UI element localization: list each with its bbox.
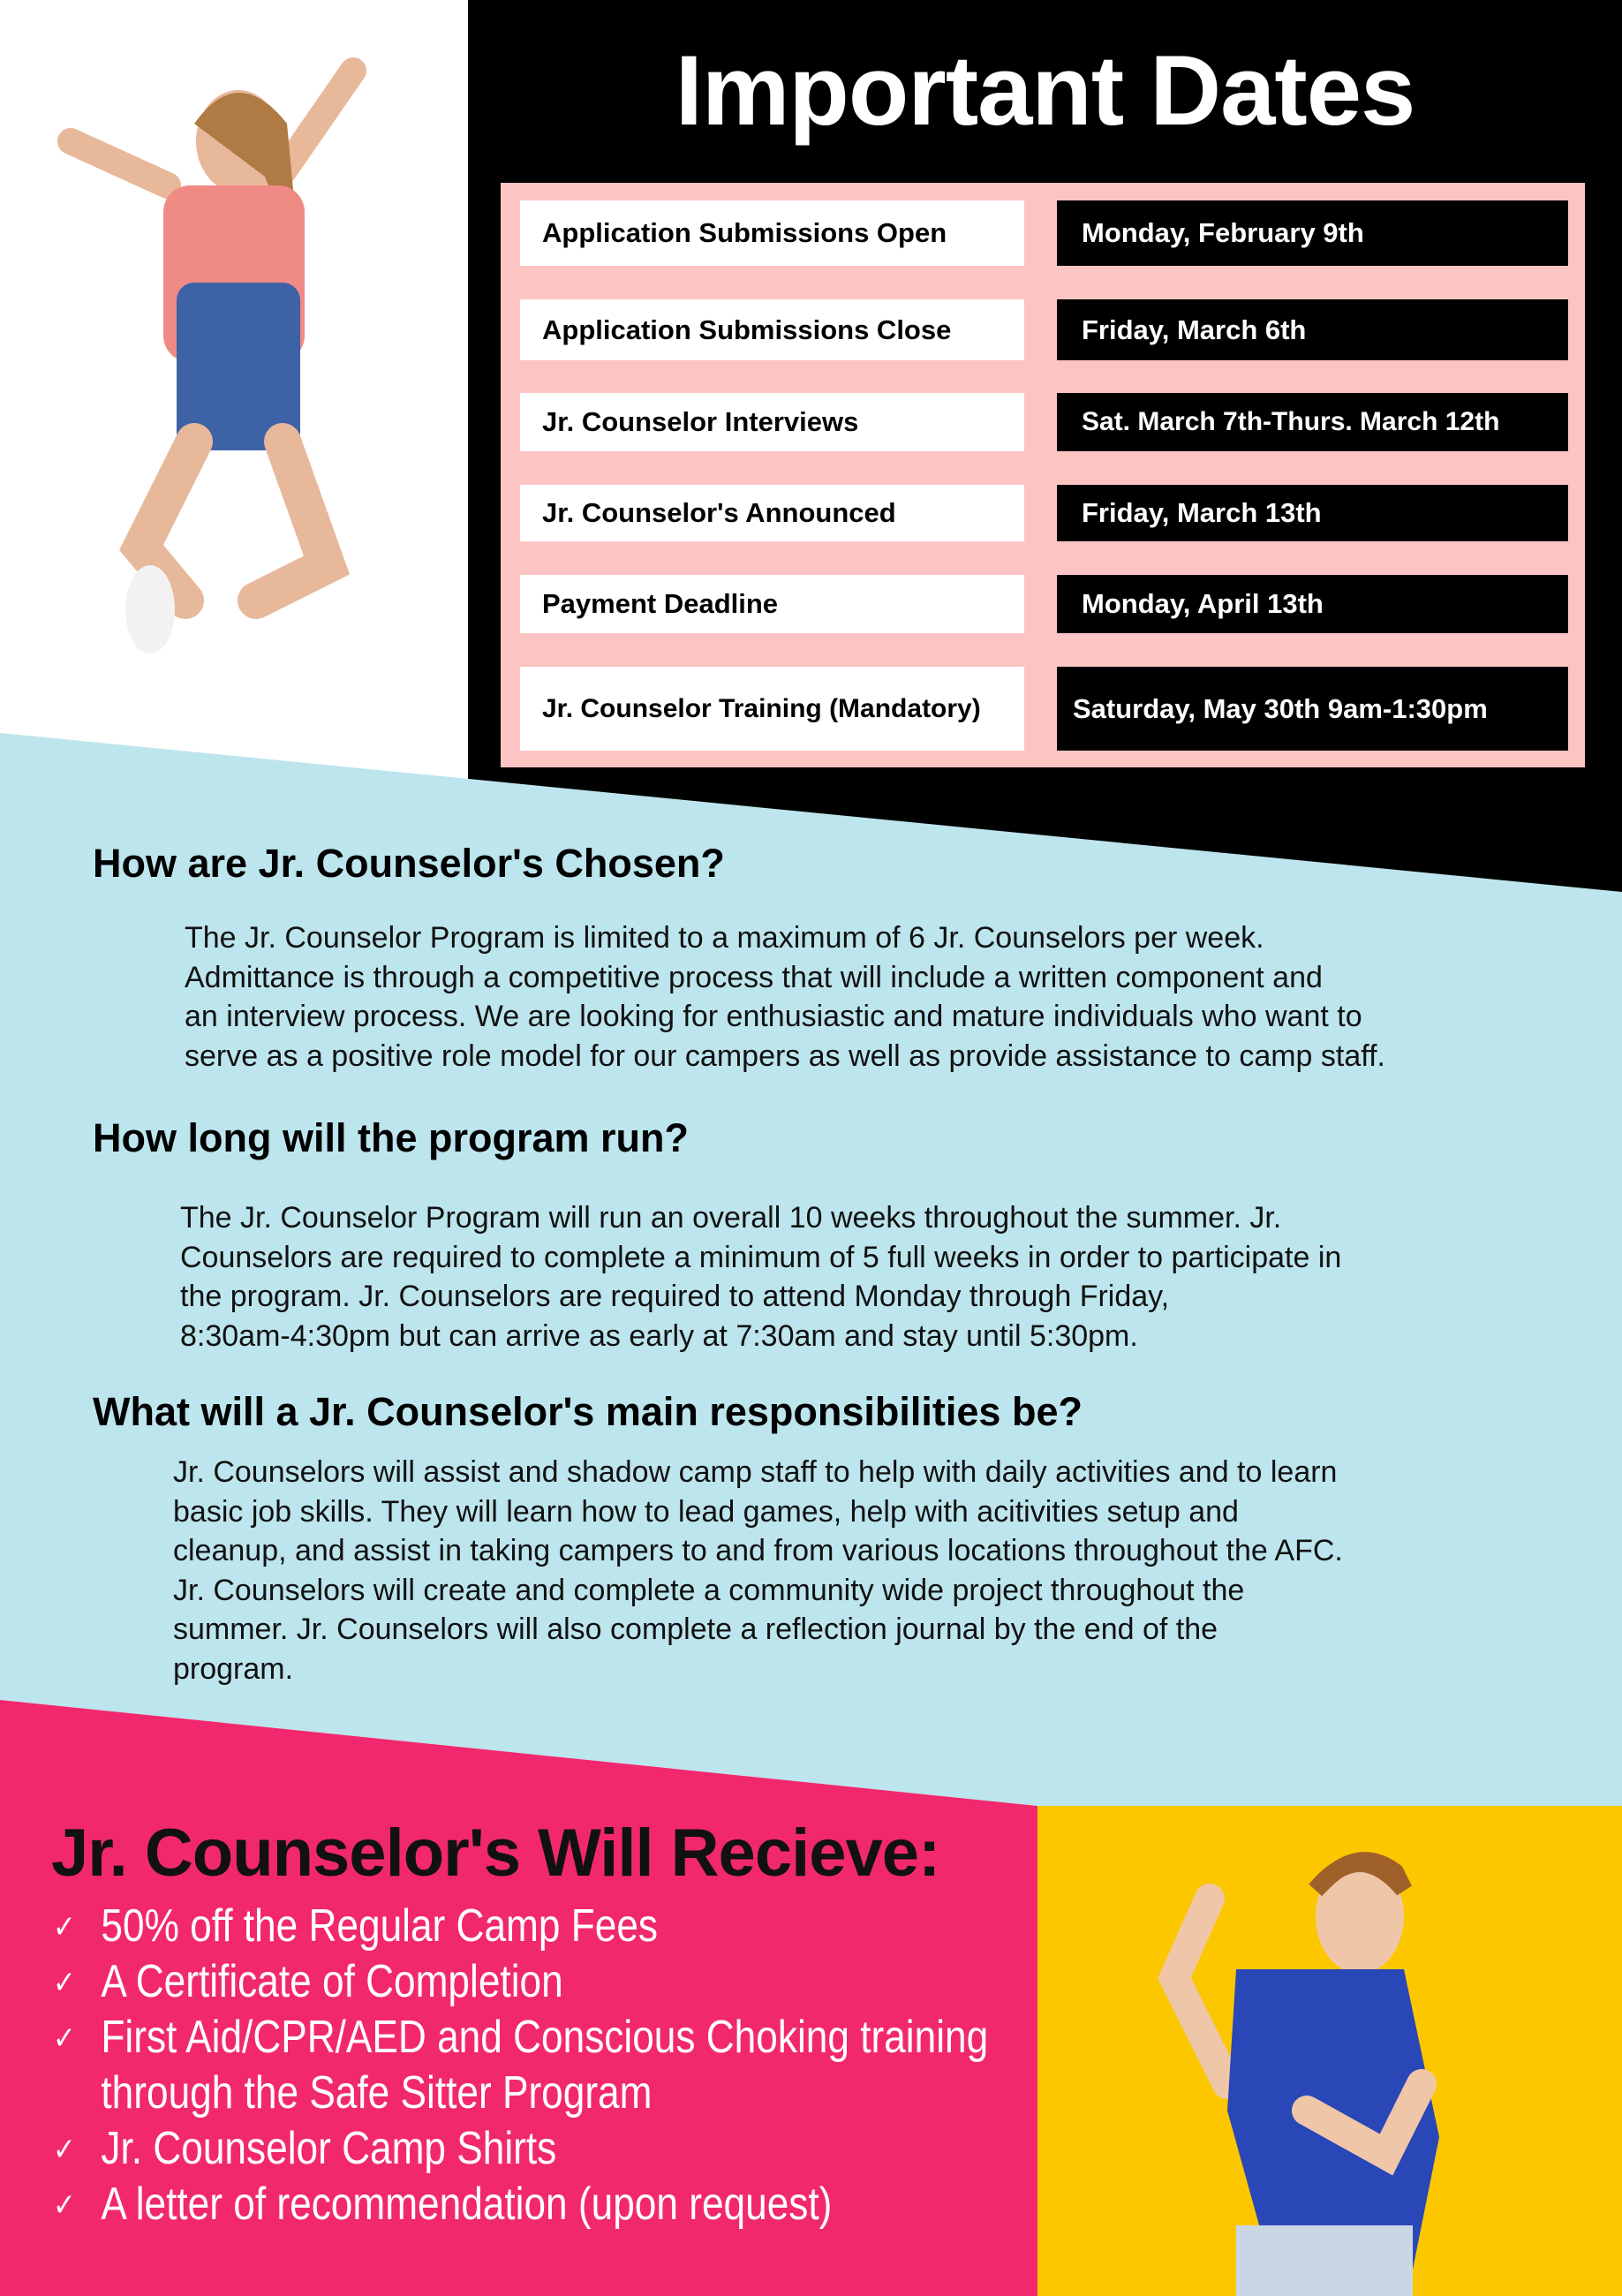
benefits-list bbox=[53, 1899, 1153, 2232]
date-event-label: Application Submissions Open bbox=[520, 200, 1024, 266]
body-line: summer. Jr. Counselors will also complete a reflection journal by the end of the bbox=[173, 1612, 1218, 1646]
benefit-text: A letter of recommendation (upon request) bbox=[101, 2179, 833, 2230]
body-line: Jr. Counselors will create and complete a community wide project throughout the bbox=[173, 1573, 1245, 1607]
body-line: Admittance is through a competitive process that will include a written component and bbox=[185, 960, 1323, 994]
body-line: Counselors are required to complete a minimum of 5 full weeks in order to participate in bbox=[180, 1240, 1342, 1274]
body-line: The Jr. Counselor Program will run an overall 10 weeks throughout the summer. Jr. bbox=[180, 1201, 1282, 1235]
body-line: The Jr. Counselor Program is limited to a maximum of 6 Jr. Counselors per week. bbox=[185, 921, 1264, 955]
date-value: Friday, March 13th bbox=[1057, 485, 1568, 541]
body-line: program. bbox=[173, 1651, 294, 1686]
date-value: Saturday, May 30th 9am-1:30pm bbox=[1057, 667, 1568, 751]
date-value: Friday, March 6th bbox=[1057, 299, 1568, 360]
check-icon: ✓ bbox=[53, 2131, 76, 2167]
section-body-chosen bbox=[185, 918, 1385, 1076]
check-icon: ✓ bbox=[53, 1908, 76, 1945]
section-body-duration bbox=[180, 1198, 1341, 1356]
body-line: an interview process. We are looking for enthusiastic and mature individuals who want to bbox=[185, 1000, 1362, 1033]
date-event-label: Jr. Counselor Training (Mandatory) bbox=[520, 667, 1024, 751]
body-line: Jr. Counselors will assist and shadow camp staff to help with daily activities and to learn bbox=[173, 1455, 1338, 1489]
date-value: Monday, April 13th bbox=[1057, 575, 1568, 633]
list-item bbox=[53, 1899, 988, 1954]
flexing-boy-photo bbox=[1121, 1819, 1475, 2296]
check-icon: ✓ bbox=[53, 1964, 76, 2000]
page-title: Important Dates bbox=[675, 35, 1415, 146]
date-event-label: Payment Deadline bbox=[520, 575, 1024, 633]
list-item bbox=[53, 2121, 988, 2177]
check-icon: ✓ bbox=[53, 2186, 76, 2223]
body-line: the program. Jr. Counselors are required to attend Monday through Friday, bbox=[180, 1280, 1170, 1313]
date-event-label: Application Submissions Close bbox=[520, 299, 1024, 360]
benefit-text: Jr. Counselor Camp Shirts bbox=[101, 2123, 557, 2174]
jumping-girl-photo bbox=[35, 53, 433, 671]
list-item-continuation bbox=[53, 2066, 988, 2121]
body-line: 8:30am-4:30pm but can arrive as early at 7:30am and stay until 5:30pm. bbox=[180, 1318, 1138, 1353]
check-icon: ✓ bbox=[53, 2020, 76, 2056]
section-heading-chosen: How are Jr. Counselor's Chosen? bbox=[93, 841, 725, 886]
benefit-text: First Aid/CPR/AED and Conscious Choking training bbox=[101, 2012, 989, 2063]
date-value: Monday, February 9th bbox=[1057, 200, 1568, 266]
section-heading-responsibilities: What will a Jr. Counselor's main responsibilities be? bbox=[93, 1389, 1083, 1434]
date-value: Sat. March 7th-Thurs. March 12th bbox=[1057, 393, 1568, 451]
section-heading-duration: How long will the program run? bbox=[93, 1115, 689, 1160]
list-item bbox=[53, 1954, 988, 2010]
body-line: cleanup, and assist in taking campers to and from various locations throughout the AFC. bbox=[173, 1534, 1343, 1567]
benefit-text: A Certificate of Completion bbox=[101, 1956, 563, 2007]
benefits-title: Jr. Counselor's Will Recieve: bbox=[51, 1816, 940, 1891]
section-body-responsibilities bbox=[173, 1453, 1343, 1688]
body-line: serve as a positive role model for our campers as well as provide assistance to camp staff. bbox=[185, 1038, 1385, 1073]
list-item bbox=[53, 2177, 988, 2232]
benefit-text: through the Safe Sitter Program bbox=[101, 2067, 653, 2119]
important-dates-table bbox=[501, 183, 1585, 767]
date-event-label: Jr. Counselor Interviews bbox=[520, 393, 1024, 451]
list-item bbox=[53, 2010, 988, 2066]
benefit-text: 50% off the Regular Camp Fees bbox=[101, 1900, 659, 1952]
date-event-label: Jr. Counselor's Announced bbox=[520, 485, 1024, 541]
body-line: basic job skills. They will learn how to lead games, help with acitivities setup and bbox=[173, 1494, 1239, 1529]
